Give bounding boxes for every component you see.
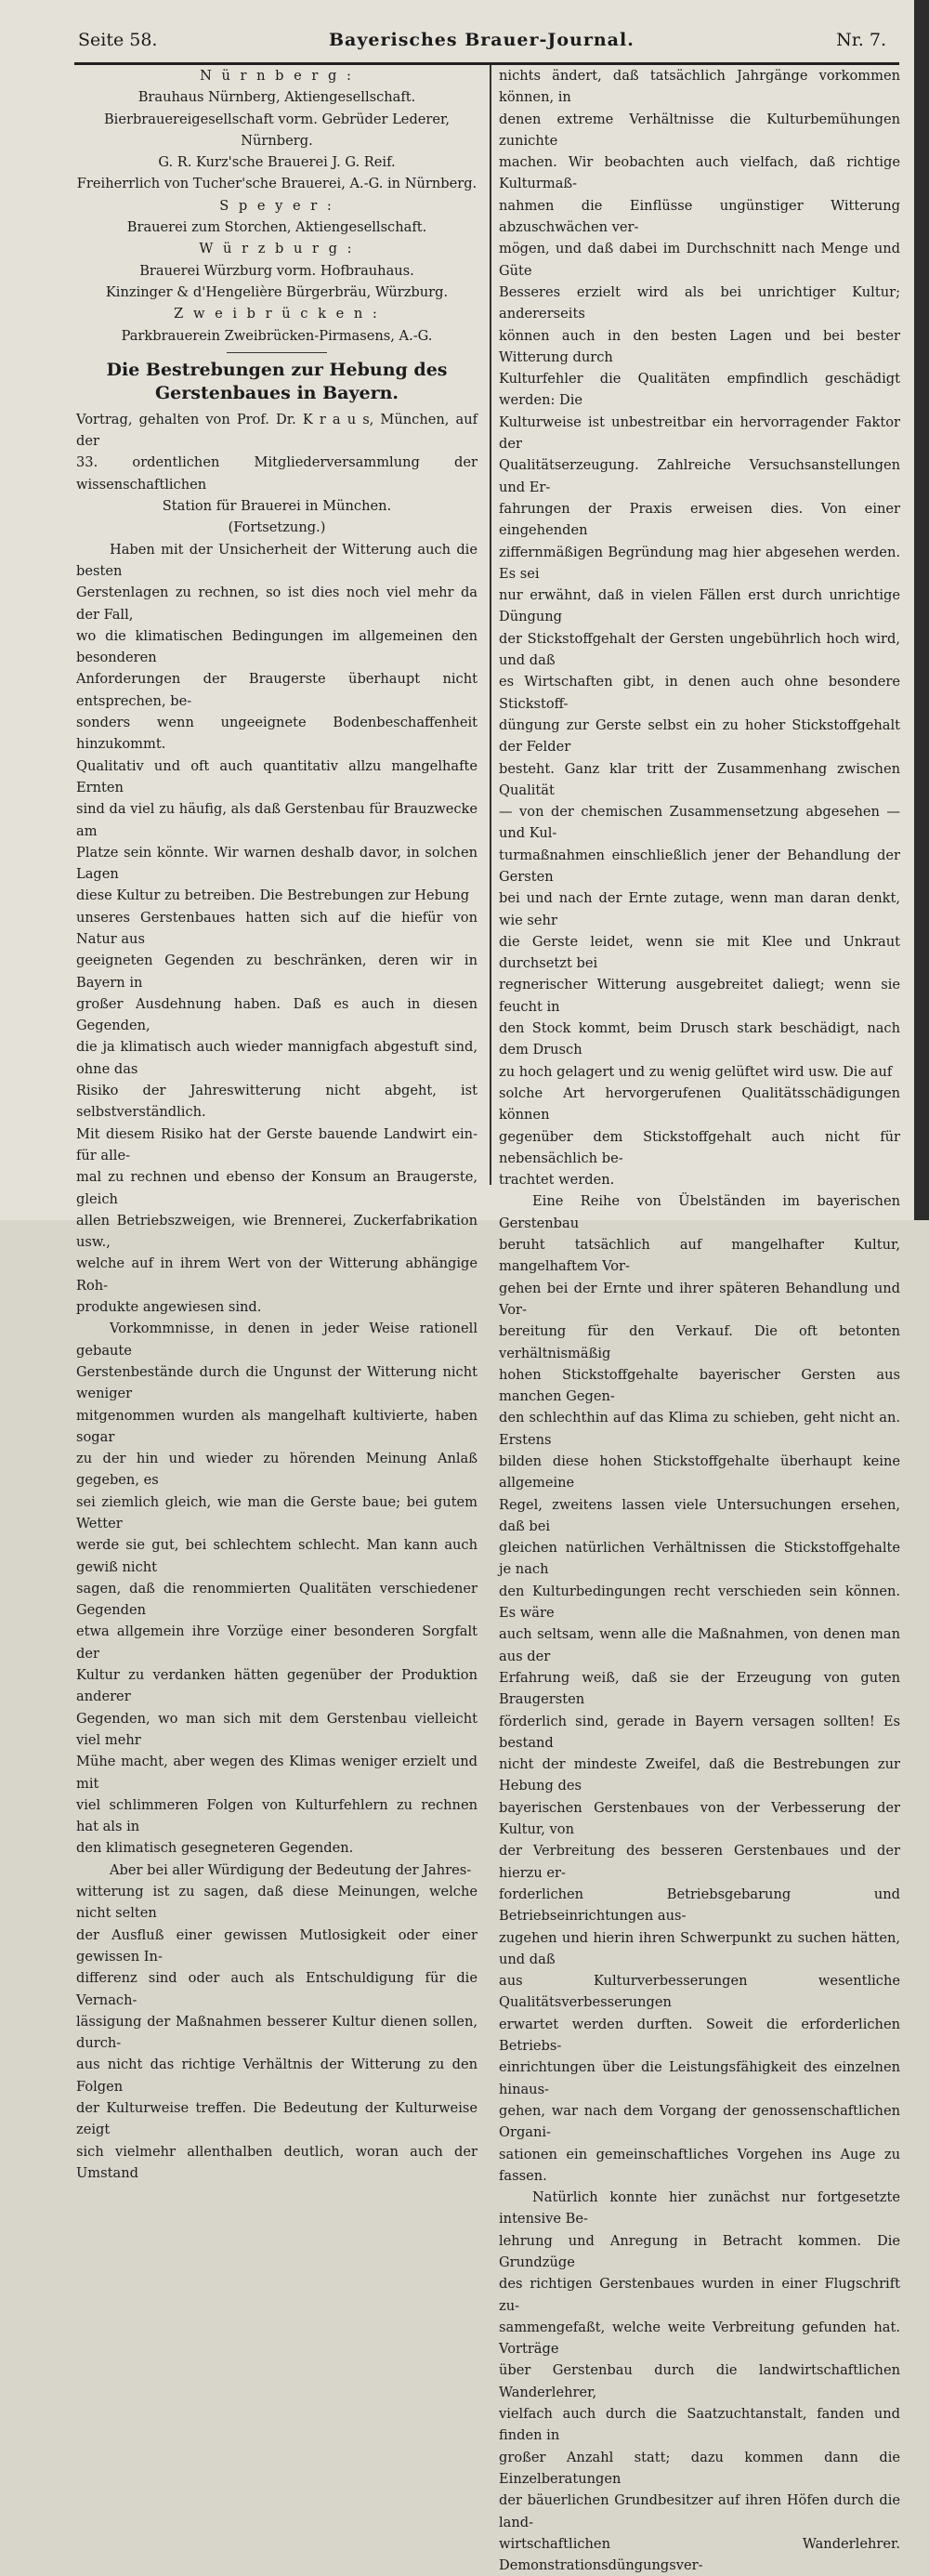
text-line: trachtet werden. [499, 1172, 615, 1189]
text-line: nicht der mindeste Zweifel, daß die Bestrebungen zur Hebung des [499, 1756, 900, 1794]
text-line: Gerstenbestände durch die Ungunst der Witterung nicht weniger [76, 1363, 478, 1402]
text-line: bayerischen Gerstenbaues von der Verbesserung der Kultur, von [499, 1799, 900, 1838]
text-line: Kulturweise ist unbestreitbar ein hervorragender Faktor der [499, 414, 900, 453]
text-line: welche auf in ihrem Wert von der Witterung abhängige Roh- [76, 1255, 478, 1294]
column-divider [490, 65, 491, 1185]
continuation-note: (Fortsetzung.) [228, 519, 326, 536]
right-column [499, 65, 900, 2576]
text-line: nahmen die Einflüsse ungünstiger Witterung abzuschwächen ver- [499, 197, 900, 236]
text-line: gehen bei der Ernte und ihrer späteren Behandlung und Vor- [499, 1280, 900, 1318]
text-line: machen. Wir beobachten auch vielfach, daß richtige Kulturmaß- [499, 154, 900, 192]
text-line: den schlechthin auf das Klima zu schieben, geht nicht an. Erstens [499, 1410, 900, 1448]
text-line: produkte angewiesen sind. [76, 1299, 262, 1316]
text-line: Besseres erzielt wird als bei unrichtiger Kultur; andererseits [499, 283, 900, 322]
text-line: zugehen und hierin ihren Schwerpunkt zu suchen hätten, und daß [499, 1929, 900, 1967]
paragraph [499, 1190, 900, 2187]
text-line: turmaßnahmen einschließlich jener der Behandlung der Gersten [499, 847, 900, 885]
text-line: können auch in den besten Lagen und bei bester Witterung durch [499, 327, 900, 365]
text-line: Qualitätserzeugung. Zahlreiche Versuchsanstellungen und Er- [499, 457, 900, 495]
text-line: regnerischer Witterung ausgebreitet daliegt; wenn sie feucht in [499, 977, 900, 1015]
text-line: differenz sind oder auch als Entschuldigung für die Vernach- [76, 1970, 478, 2008]
text-line: Qualitativ und oft auch quantitativ allzu mangelhafte Ernten [76, 757, 478, 795]
city-heading: S p e y e r : [219, 197, 334, 214]
text-line: bilden diese hohen Stickstoffgehalte überhaupt keine allgemeine [499, 1453, 900, 1492]
text-line: der Kulturweise treffen. Die Bedeutung der Kulturweise zeigt [76, 2100, 478, 2138]
text-line: viel schlimmeren Folgen von Kulturfehlern zu rechnen hat als in [76, 1796, 478, 1835]
text-line: Regel, zweitens lassen viele Untersuchungen ersehen, daß bei [499, 1496, 900, 1534]
paragraph [76, 1860, 478, 2184]
text-line: ziffernmäßigen Begründung mag hier abgesehen werden. Es sei [499, 544, 900, 582]
text-line: den Stock kommt, beim Drusch stark beschädigt, nach dem Drusch [499, 1020, 900, 1058]
brewery-entry: Brauerei zum Storchen, Aktiengesellschaft. [126, 219, 427, 236]
text-line: Platze sein könnte. Wir warnen deshalb davor, in solchen Lagen [76, 844, 478, 883]
paragraph [499, 65, 900, 1190]
article-title: Die Bestrebungen zur Hebung des Gerstenbaues in Bayern. [106, 359, 448, 403]
text-line: wirtschaftlichen Wanderlehrer. Demonstrationsdüngungsver- [499, 2535, 900, 2574]
page-header [78, 28, 886, 59]
text-line: Gerstenlagen zu rechnen, so ist dies noch viel mehr da der Fall, [76, 585, 478, 623]
text-line: diese Kultur zu betreiben. Die Bestrebungen zur Hebung [76, 887, 470, 904]
text-line: fahrungen der Praxis erweisen dies. Von einer eingehenden [499, 500, 900, 539]
text-line: die Gerste leidet, wenn sie mit Klee und Unkraut durchsetzt bei [499, 933, 900, 972]
text-line: besteht. Ganz klar tritt der Zusammenhang zwischen Qualität [499, 760, 900, 798]
paragraph [499, 2187, 900, 2576]
text-line: Haben mit der Unsicherheit der Witterung auch die besten [76, 541, 478, 579]
page-number: Seite 58. [78, 30, 158, 50]
text-line: Mühe macht, aber wegen des Klimas weniger erzielt und mit [76, 1754, 478, 1792]
text-line: sich vielmehr allenthalben deutlich, woran auch der Umstand [76, 2143, 478, 2181]
brewery-entry: Kinzinger & d'Hengelière Bürgerbräu, Würzburg. [105, 283, 449, 300]
text-line: den Kulturbedingungen recht verschieden sein können. Es wäre [499, 1583, 900, 1622]
city-heading: Z w e i b r ü c k e n : [174, 306, 380, 322]
issue-number: Nr. 7. [836, 30, 886, 50]
brewery-entry: G. R. Kurz'sche Brauerei J. G. Reif. [158, 154, 396, 171]
text-line: großer Ausdehnung haben. Daß es auch in diesen Gegenden, [76, 995, 478, 1034]
text-line: zu hoch gelagert und zu wenig gelüftet wird usw. Die auf [499, 1063, 893, 1080]
text-line: es Wirtschaften gibt, in denen auch ohne besondere Stickstoff- [499, 674, 900, 712]
text-line: sagen, daß die renommierten Qualitäten verschiedener Gegenden [76, 1580, 478, 1619]
text-line: Aber bei aller Würdigung der Bedeutung der Jahres- [110, 1861, 472, 1878]
text-line: sammengefaßt, welche weite Verbreitung gefunden hat. Vorträge [499, 2319, 900, 2358]
text-line: beruht tatsächlich auf mangelhafter Kultur, mangelhaftem Vor- [499, 1237, 900, 1275]
text-line: aus nicht das richtige Verhältnis der Witterung zu den Folgen [76, 2057, 478, 2095]
brewery-entry: Brauerei Würzburg vorm. Hofbrauhaus. [139, 262, 414, 279]
text-line: nichts ändert, daß tatsächlich Jahrgänge vorkommen können, in [499, 68, 900, 106]
text-line: den klimatisch gesegneteren Gegenden. [76, 1840, 354, 1857]
text-line: gegenüber dem Stickstoffgehalt auch nicht für nebensächlich be- [499, 1128, 900, 1166]
article-subtitle [76, 409, 478, 539]
text-line: großer Anzahl statt; dazu kommen dann die Einzelberatungen [499, 2449, 900, 2487]
text-line: auch seltsam, wenn alle die Maßnahmen, von denen man aus der [499, 1626, 900, 1664]
text-line: lässigung der Maßnahmen besserer Kultur dienen sollen, durch- [76, 2013, 478, 2052]
text-line: witterung ist zu sagen, daß diese Meinungen, welche nicht selten [76, 1884, 478, 1922]
text-line: sonders wenn ungeeignete Bodenbeschaffenheit hinzukommt. [76, 715, 478, 753]
text-line: Kultur zu verdanken hätten gegenüber der Produktion anderer [76, 1667, 478, 1705]
city-heading: N ü r n b e r g : [200, 68, 354, 84]
scan-edge [914, 0, 929, 1220]
text-line: Anforderungen der Braugerste überhaupt nicht entsprechen, be- [76, 671, 478, 709]
text-line: düngung zur Gerste selbst ein zu hoher Stickstoffgehalt der Felder [499, 716, 900, 756]
text-line: Vorkommnisse, in denen in jeder Weise rationell gebaute [76, 1321, 478, 1359]
text-line: mal zu rechnen und ebenso der Konsum an Braugerste, gleich [76, 1169, 478, 1207]
paragraph [76, 539, 478, 1319]
text-line: geeigneten Gegenden zu beschränken, deren wir in Bayern in [76, 953, 478, 991]
journal-title: Bayerisches Brauer-Journal. [329, 30, 635, 50]
brewery-entry: Parkbrauerein Zweibrücken-Pirmasens, A.-G. [121, 327, 433, 344]
text-line: des richtigen Gerstenbaues wurden in einer Flugschrift zu- [499, 2276, 900, 2314]
text-line: der Stickstoffgehalt der Gersten ungebührlich hoch wird, und daß [499, 630, 900, 669]
text-line: allen Betriebszweigen, wie Brennerei, Zuckerfabrikation usw., [76, 1212, 478, 1251]
text-line: der Verbreitung des besseren Gerstenbaues und der hierzu er- [499, 1843, 900, 1881]
text-line: etwa allgemein ihre Vorzüge einer besonderen Sorgfalt der [76, 1623, 478, 1662]
text-line: über Gerstenbau durch die landwirtschaftlichen Wanderlehrer, [499, 2362, 900, 2400]
text-line: Risiko der Jahreswitterung nicht abgeht, ist selbstverständlich. [76, 1083, 478, 1121]
text-line: sationen ein gemeinschaftliches Vorgehen ins Auge zu fassen. [499, 2146, 900, 2184]
text-line: aus Kulturverbesserungen wesentliche Qualitätsverbesserungen [499, 1973, 900, 2011]
text-line: der bäuerlichen Grundbesitzer auf ihren Höfen durch die land- [499, 2492, 900, 2530]
text-line: bei und nach der Ernte zutage, wenn man daran denkt, wie sehr [499, 890, 900, 928]
text-line: Mit diesem Risiko hat der Gerste bauende Landwirt ein- für alle- [76, 1125, 478, 1163]
subtitle-line: Station für Brauerei in München. [162, 498, 392, 515]
brewery-entry: Brauhaus Nürnberg, Aktiengesellschaft. [137, 89, 416, 106]
brewery-entry: Bierbrauereigesellschaft vorm. Gebrüder Lederer, Nürnberg. [103, 111, 451, 149]
text-line: hohen Stickstoffgehalte bayerischer Gersten aus manchen Gegen- [499, 1366, 900, 1405]
text-line: erwartet werden durften. Soweit die erforderlichen Betriebs- [499, 2016, 900, 2055]
brewery-list [76, 65, 478, 347]
text-line: die ja klimatisch auch wieder mannigfach abgestuft sind, ohne das [76, 1039, 478, 1077]
brewery-entry: Freiherrlich von Tucher'sche Brauerei, A.-G. in Nürnberg. [76, 176, 478, 192]
text-line: der Ausfluß einer gewissen Mutlosigkeit oder einer gewissen In- [76, 1926, 478, 1965]
text-line: förderlich sind, gerade in Bayern versagen sollten! Es bestand [499, 1713, 900, 1751]
text-line: werde sie gut, bei schlechtem schlecht. Man kann auch gewiß nicht [76, 1537, 478, 1575]
text-line: mitgenommen wurden als mangelhaft kultivierte, haben sogar [76, 1407, 478, 1445]
text-line: bereitung für den Verkauf. Die oft betonten verhältnismäßig [499, 1323, 900, 1361]
text-line: Gegenden, wo man sich mit dem Gerstenbau vielleicht viel mehr [76, 1710, 478, 1748]
text-line: gehen, war nach dem Vorgang der genossenschaftlichen Organi- [499, 2102, 900, 2141]
subtitle-line: Vortrag, gehalten von Prof. Dr. K r a u s, München, auf der [76, 411, 478, 450]
text-line: sind da viel zu häufig, als daß Gerstenbau für Brauzwecke am [76, 801, 478, 839]
text-line: solche Art hervorgerufenen Qualitätsschädigungen können [499, 1084, 900, 1124]
text-line: forderlichen Betriebsgebarung und Betriebseinrichtungen aus- [499, 1886, 900, 1925]
text-line: — von der chemischen Zusammensetzung abgesehen — und Kul- [499, 804, 900, 842]
text-line: denen extreme Verhältnisse die Kulturbemühungen zunichte [499, 111, 900, 149]
subtitle-line: 33. ordentlichen Mitgliederversammlung der wissenschaftlichen [76, 454, 478, 493]
section-divider [227, 352, 327, 353]
left-column [76, 65, 478, 2184]
text-line: gleichen natürlichen Verhältnissen die Stickstoffgehalte je nach [499, 1540, 900, 1578]
text-line: Erfahrung weiß, daß sie der Erzeugung von guten Braugersten [499, 1669, 900, 1708]
paragraph [76, 1318, 478, 1859]
text-line: lehrung und Anregung in Betracht kommen. Die Grundzüge [499, 2232, 900, 2270]
text-line: vielfach auch durch die Saatzuchtanstalt, fanden und finden in [499, 2406, 900, 2444]
text-line: Natürlich konnte hier zunächst nur fortgesetzte intensive Be- [499, 2189, 900, 2228]
text-line: sei ziemlich gleich, wie man die Gerste baue; bei gutem Wetter [76, 1493, 478, 1531]
text-line: Eine Reihe von Übelständen im bayerischen Gerstenbau [499, 1193, 900, 1231]
text-line: einrichtungen über die Leistungsfähigkeit des einzelnen hinaus- [499, 2059, 900, 2097]
text-line: nur erwähnt, daß in vielen Fällen erst durch unrichtige Düngung [499, 587, 900, 625]
text-line: unseres Gerstenbaues hatten sich auf die hiefür von Natur aus [76, 909, 478, 947]
text-line: Kulturfehler die Qualitäten empfindlich geschädigt werden: Die [499, 371, 900, 409]
text-line: mögen, und daß dabei im Durchschnitt nach Menge und Güte [499, 241, 900, 279]
city-heading: W ü r z b u r g : [199, 241, 355, 257]
text-line: zu der hin und wieder zu hörenden Meinung Anlaß gegeben, es [76, 1451, 478, 1489]
text-line: wo die klimatischen Bedingungen im allgemeinen den besonderen [76, 627, 478, 666]
